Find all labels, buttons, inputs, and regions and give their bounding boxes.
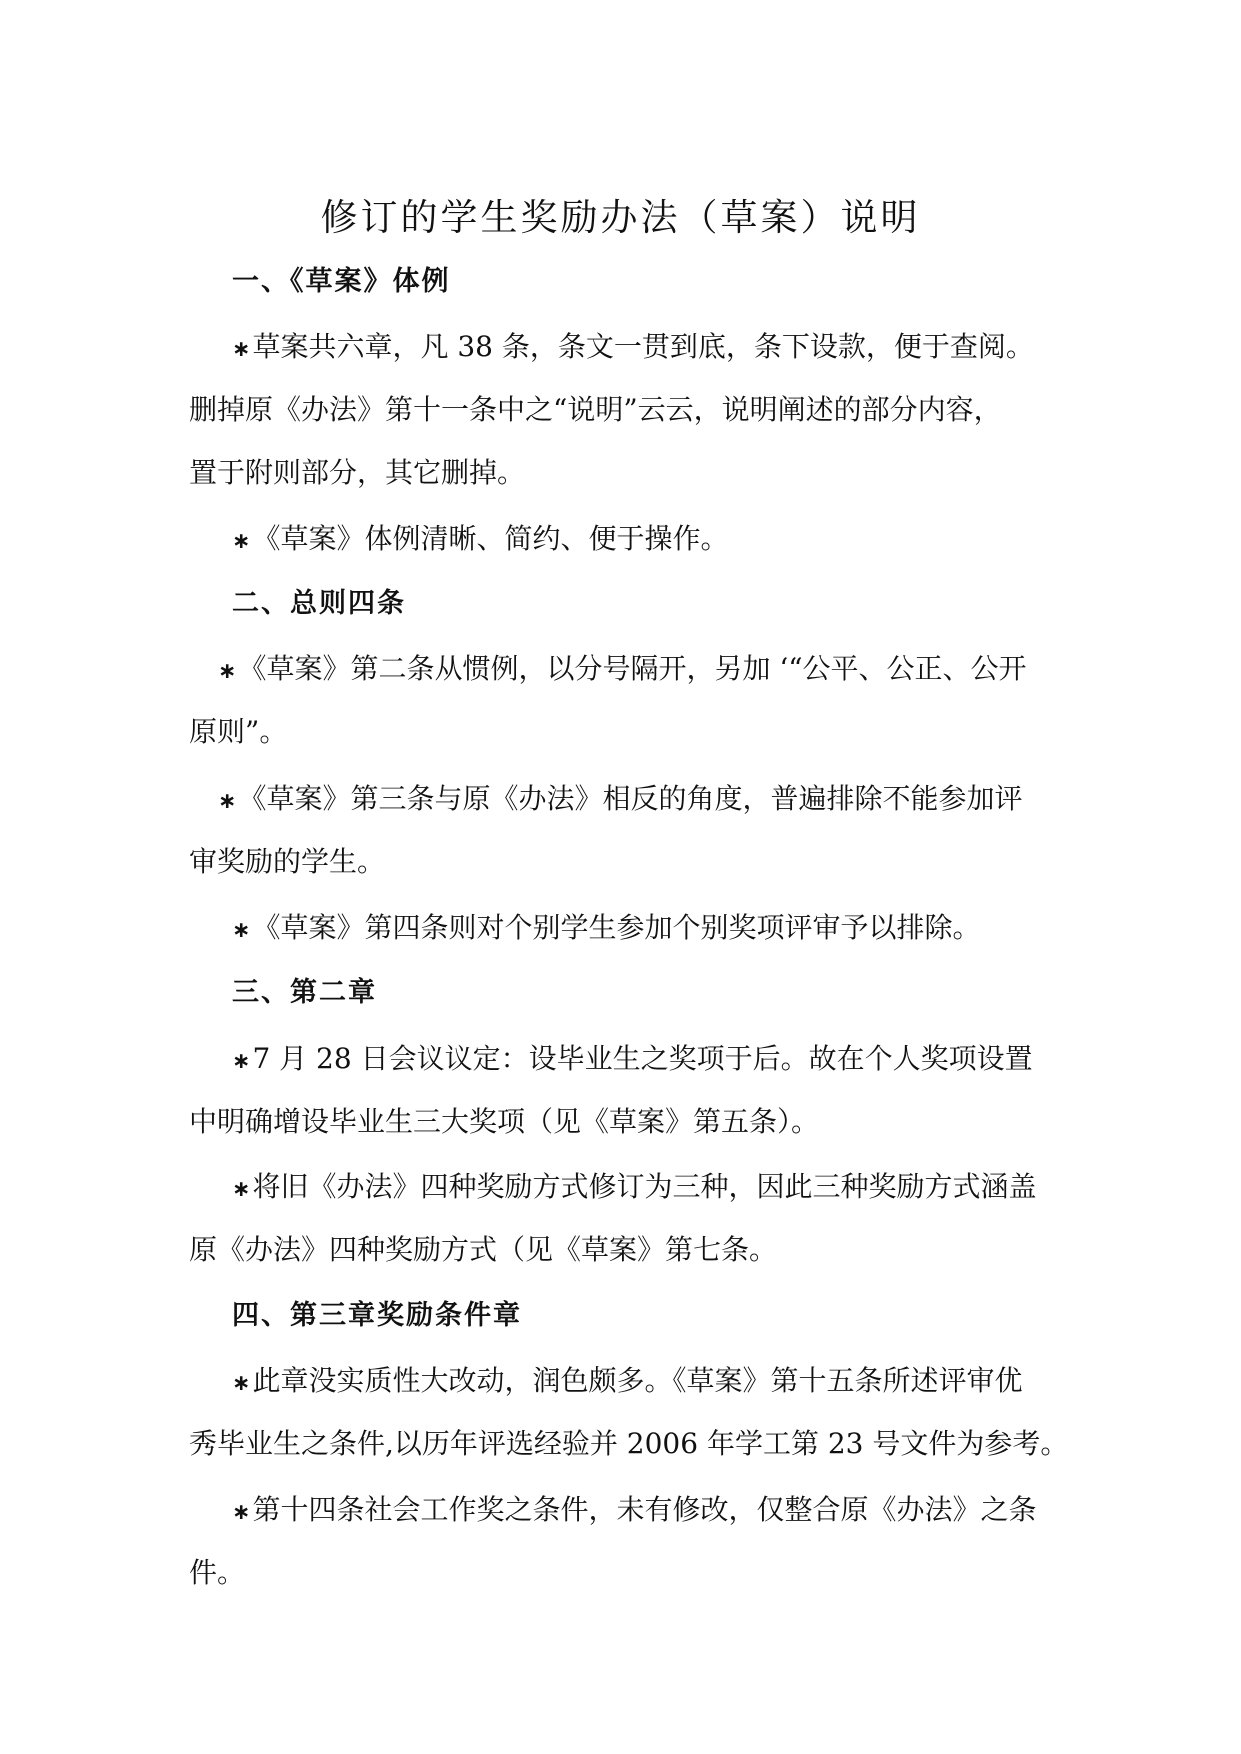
document-title: 修订的学生奖励办法（草案）说明 — [320, 196, 921, 239]
line-text: 《草案》第四条则对个别学生参加个别奖项评审予以排除。 — [252, 911, 981, 944]
section-heading-2: 二、总则四条 — [232, 588, 406, 619]
paragraph-line — [232, 1490, 1036, 1533]
paragraph-line: 中明确增设毕业生三大奖项（见《草案》第五条）。 — [189, 1105, 820, 1138]
paragraph-line: 原《办法》四种奖励方式（见《草案》第七条。 — [189, 1233, 778, 1266]
section-heading-4: 四、第三章奖励条件章 — [232, 1300, 522, 1331]
paragraph-line: 秀毕业生之条件,以历年评选经验并 2006 年学工第 23 号文件为参考。 — [189, 1427, 1069, 1460]
paragraph-line: 原则”。 — [189, 715, 288, 748]
paragraph-line — [218, 649, 1027, 692]
paragraph-line: 删掉原《办法》第十一条中之“说明”云云，说明阐述的部分内容， — [189, 393, 1002, 426]
paragraph-line — [232, 327, 1034, 370]
paragraph-line — [232, 1167, 1036, 1210]
line-text: 草案共六章，凡 38 条，条文一贯到底，条下设款，便于查阅。 — [252, 330, 1034, 363]
paragraph-line — [232, 908, 980, 951]
paragraph-line — [232, 1361, 1022, 1404]
bullet-star-icon: ∗ — [218, 659, 237, 684]
line-text: 第十四条社会工作奖之条件，未有修改，仅整合原《办法》之条 — [252, 1493, 1037, 1526]
line-text: 将旧《办法》四种奖励方式修订为三种，因此三种奖励方式涵盖 — [252, 1170, 1037, 1203]
paragraph-line — [232, 1039, 1033, 1082]
bullet-star-icon: ∗ — [232, 1371, 251, 1396]
line-text: 此章没实质性大改动，润色颇多。《草案》第十五条所述评审优 — [252, 1364, 1023, 1397]
section-heading-3: 三、第二章 — [232, 977, 377, 1008]
line-text: 《草案》体例清晰、简约、便于操作。 — [252, 522, 729, 555]
bullet-star-icon: ∗ — [232, 529, 251, 554]
paragraph-line: 置于附则部分，其它删掉。 — [189, 456, 526, 489]
paragraph-line — [232, 519, 728, 562]
bullet-star-icon: ∗ — [232, 1177, 251, 1202]
line-text: 《草案》第三条与原《办法》相反的角度，普遍排除不能参加评 — [238, 782, 1023, 815]
bullet-star-icon: ∗ — [218, 789, 237, 814]
bullet-star-icon: ∗ — [232, 1049, 251, 1074]
paragraph-line: 件。 — [189, 1556, 246, 1589]
line-text: 《草案》第二条从惯例，以分号隔开，另加 ‘“公平、公正、公开 — [238, 652, 1027, 685]
bullet-star-icon: ∗ — [232, 918, 251, 943]
bullet-star-icon: ∗ — [232, 337, 251, 362]
section-heading-1: 一、《草案》体例 — [232, 266, 451, 297]
line-text: 7 月 28 日会议议定：设毕业生之奖项于后。故在个人奖项设置 — [252, 1042, 1033, 1075]
paragraph-line — [218, 779, 1022, 822]
bullet-star-icon: ∗ — [232, 1500, 251, 1525]
paragraph-line: 审奖励的学生。 — [189, 845, 386, 878]
